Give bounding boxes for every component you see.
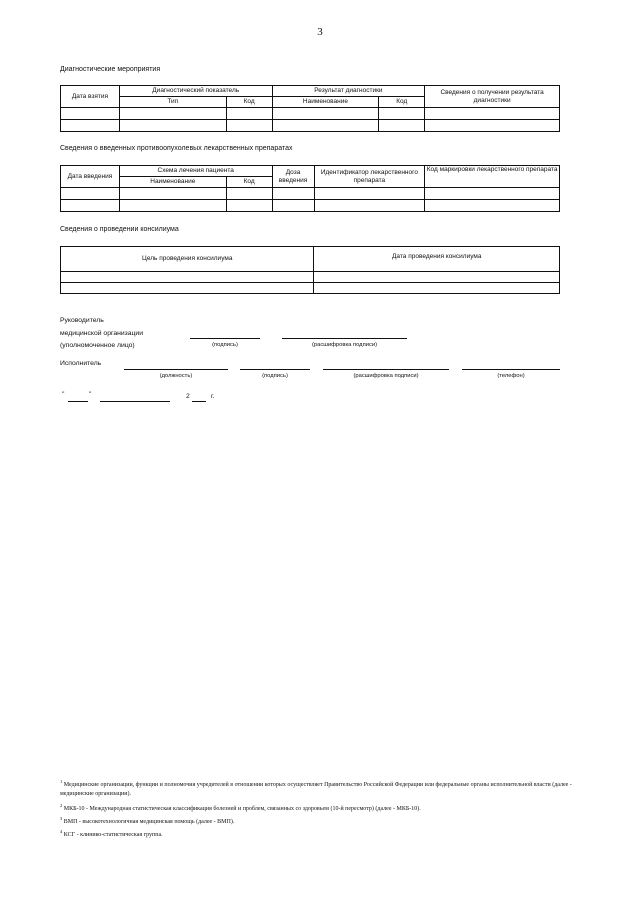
- caption-signature: (подпись): [212, 342, 238, 348]
- col-code: Код: [379, 97, 425, 108]
- table-row: [61, 283, 560, 294]
- head-label-line3: (уполномоченное лицо): [60, 342, 135, 349]
- diagnostics-section-title: Диагностические мероприятия: [60, 66, 161, 73]
- col-diagnostic-indicator: Диагностический показатель: [119, 86, 272, 97]
- col-name: Наименование: [272, 97, 379, 108]
- caption-position: (должность): [159, 373, 193, 379]
- table-row: [61, 108, 560, 120]
- col-type: Тип: [119, 97, 226, 108]
- table-row: [61, 272, 560, 283]
- caption-decoding: (расшифровка подписи): [353, 373, 419, 379]
- page-number: 3: [317, 26, 323, 38]
- col-result-info: Сведения о получении результата диагностики: [425, 86, 560, 108]
- caption-decoding: (расшифровка подписи): [311, 342, 378, 348]
- date-quote-open: ": [62, 391, 65, 398]
- caption-phone: (телефон): [497, 373, 525, 379]
- date-month-line: [100, 401, 170, 402]
- date-year-prefix: 2: [186, 393, 190, 400]
- caption-signature: (подпись): [262, 373, 288, 379]
- table-row: [61, 188, 560, 200]
- drugs-section-title: Сведения о введенных противоопухолевых лекарственных препаратах: [60, 145, 293, 152]
- head-label-line1: Руководитель: [60, 317, 104, 324]
- footnote-1: $^1$ Медицинские организации, функции и полномочия учредителей в отношении которых осуществляет Правительство Российской Федерации или федеральные органы исполнительной власти (далее - медицинские организации).: [60, 779, 572, 797]
- head-label-line2: медицинской организации: [60, 330, 144, 337]
- col-date-taken: Дата взятия: [61, 86, 120, 108]
- col-drug-identifier: Идентификатор лекарственного препарата: [314, 166, 425, 188]
- head-signature-line: [190, 338, 260, 339]
- drugs-table: [60, 165, 560, 212]
- col-diagnostic-result: Результат диагностики: [272, 86, 425, 97]
- table-row: [61, 120, 560, 132]
- col-name: Наименование: [119, 177, 226, 188]
- executor-label: Исполнитель: [60, 360, 102, 367]
- col-consilium-purpose: Цель проведения консилиума: [61, 247, 314, 272]
- executor-decoding-line: [323, 369, 449, 370]
- consilium-section-title: Сведения о проведении консилиума: [60, 226, 179, 233]
- consilium-table: [60, 246, 560, 294]
- footnote-2: $^2$ МКБ-10 - Международная статистическая классификация болезней и проблем, связанных со здоровьем (10-й пересмотр) (далее - МКБ-10).: [60, 803, 421, 812]
- diagnostics-table: [60, 85, 560, 132]
- col-marking-code: Код маркировки лекарственного препарата: [425, 166, 560, 188]
- executor-signature-line: [240, 369, 310, 370]
- col-consilium-date: Дата проведения консилиума: [314, 247, 560, 272]
- executor-position-line: [124, 369, 228, 370]
- col-treatment-scheme: Схема лечения пациента: [119, 166, 272, 177]
- col-date-administered: Дата введения: [61, 166, 120, 188]
- table-row: [61, 200, 560, 212]
- executor-phone-line: [462, 369, 560, 370]
- col-dose: Доза введения: [272, 166, 314, 188]
- footnote-4: $^4$ КСГ - клинико-статистическая группа.: [60, 829, 163, 838]
- date-day-line: [68, 401, 88, 402]
- footnote-3: $^3$ ВМП - высокотехнологичная медицинская помощь (далее - ВМП).: [60, 816, 235, 825]
- date-year-line: [192, 401, 206, 402]
- col-code: Код: [226, 177, 272, 188]
- head-decoding-line: [282, 338, 407, 339]
- col-code: Код: [226, 97, 272, 108]
- date-quote-close: ": [89, 391, 92, 398]
- date-year-suffix: г.: [211, 393, 215, 400]
